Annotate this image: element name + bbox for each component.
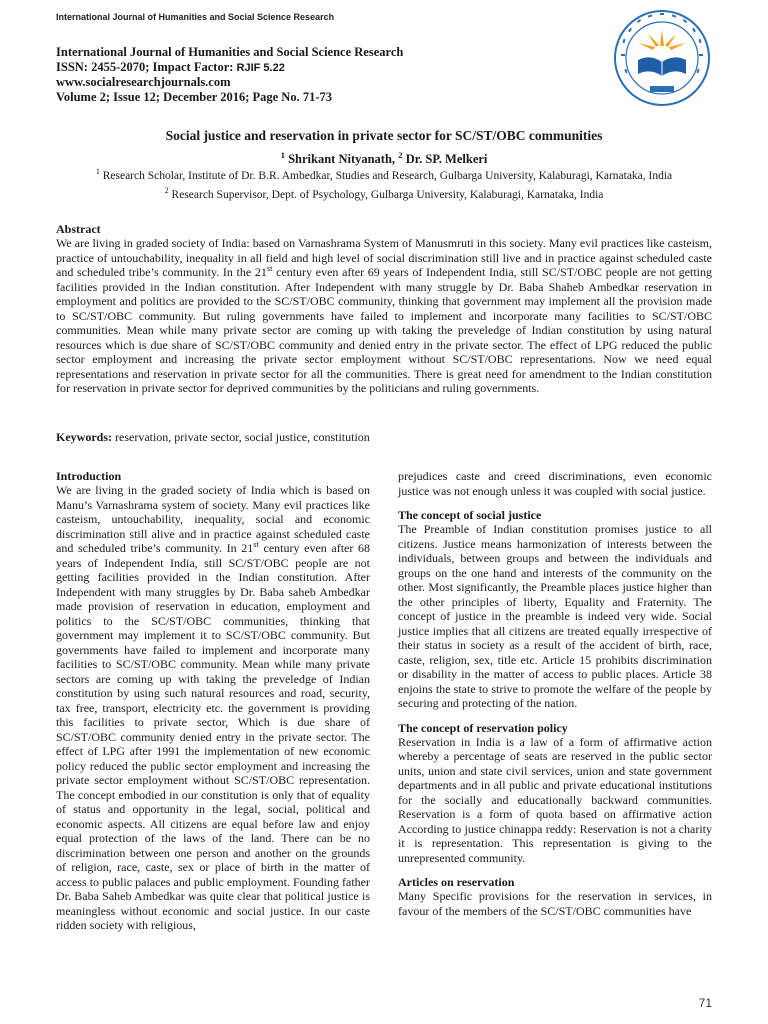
issn-text: ISSN: 2455-2070; Impact Factor: (56, 59, 237, 74)
author1-superscript: 1 (280, 149, 285, 160)
articles-reservation-heading: Articles on reservation (398, 875, 515, 889)
abstract-body (56, 236, 712, 396)
right-column (398, 469, 712, 918)
affiliation-1 (56, 167, 712, 186)
abstract-text-b: century even after 69 years of Independent India, still SC/ST/OBC people are not getting facilities provided in the Indian constitution. After Independent with many struggle by Dr. Baba Shaheb Ambedkar reservation in employment and politics are provided to the SC/ST/OBC community, thinking that government may implement all the provision made to SC/ST/OBC community. But ruling governments have failed to implement and incorporate many facilities to SC/ST/OBC communities. Mean while many private sector are coming up with taking the preveledge of Indian constitution by using natural resources which is due share of SC/ST/OBC community and denied entry in the private sector. The effect of LPG reduced the public sector employment and increasing the private sector employment without SC/ST/OBC representations. Now we need equal representations and reservation in private sector for all the communities. There is great need for amendment to the Indian constitution for reservation in private sector for deprived communities by the politicians and ruling governments. (56, 265, 713, 395)
paper-title: Social justice and reservation in private sector for SC/ST/OBC communities (165, 128, 603, 143)
author1: Shrikant Nityanath, (284, 152, 399, 166)
left-column (56, 469, 370, 933)
introduction-body (56, 483, 370, 933)
affiliation2-text: Research Supervisor, Dept. of Psychology, Gulbarga University, Kalaburagi, Karnataka, India (168, 189, 604, 201)
logo-ribbon (650, 86, 674, 92)
abstract (56, 222, 712, 396)
introduction-text-a: We are living in the graded society of India which is based on Manu’s Varnashrama system of society. Many evil practices like casteism, untouchability, inequality, social and economic discrimination still alive and in practice against scheduled caste and scheduled tribe’s community. In 21 (56, 483, 370, 555)
author2: Dr. SP. Melkeri (402, 152, 488, 166)
keywords-label: Keywords: (56, 430, 112, 444)
abstract-heading: Abstract (56, 222, 101, 236)
affiliation-2 (56, 186, 712, 205)
social-justice-body: The Preamble of Indian constitution promises justice to all citizens. Justice means harmonization of interests between the individuals, between groups and between the individuals and groups on the one hand and interests of the community on the other. Most significantly, the Preamble places justice higher than the other principles of liberty, Equality and Fraternity. The concept of justice in the preamble is indeed very wide. Social justice implies that all citizens are treated equally irrespective of their status in society as a result of the accident of birth, race, caste, religion, sex, title etc. Article 15 prohibits discrimination or disability in the matter of access to public places. Article 38 enjoins the state to strive to promote the welfare of the people by securing and protecting of the nation. (398, 522, 712, 710)
introduction-continuation: prejudices caste and creed discriminations, even economic justice was not enough unless it was coupled with social justice. (398, 469, 712, 498)
page-number: 71 (698, 996, 712, 1010)
impact-factor: RJIF 5.22 (236, 61, 285, 74)
journal-logo (612, 8, 712, 108)
affiliation2-superscript: 2 (164, 186, 169, 196)
author2-superscript: 2 (398, 149, 403, 160)
abstract-superscript: st (266, 264, 273, 273)
keywords (56, 430, 712, 445)
journal-info (56, 45, 576, 104)
articles-reservation-body: Many Specific provisions for the reservation in services, in favour of the members of the SC/ST/OBC communities have (398, 889, 712, 918)
reservation-policy-body: Reservation in India is a law of a form of affirmative action whereby a percentage of seats are reserved in the public sector units, union and state civil services, union and state government departments and in all public and private educational institutions for the socially and educationally backward communities. Reservation is a form of quota based on affirmative action According to justice chinappa reddy: Reservation is not a charity it is representation. This representation is giving to the unrepresented community. (398, 734, 712, 865)
affiliation1-superscript: 1 (95, 167, 100, 177)
journal-name: International Journal of Humanities and Social Science Research (56, 45, 404, 59)
affiliation1-text: Research Scholar, Institute of Dr. B.R. Ambedkar, Studies and Research, Gulbarga University, Kalaburagi, Karnataka, India (99, 170, 673, 182)
introduction-superscript: st (253, 540, 259, 549)
introduction-text-b: century even after 68 years of Independent India, still SC/ST/OBC people are not getting facilities provided in the Indian constitution. After Independent with many struggles by Dr. Baba saheb Ambedkar made provision of reservation in education, employment and politics to the SC/ST/OBC communities, thinking that government may implement it to SC/ST/OBC community. But governments have failed to implement and incorporate many facilities to SC/ST/OBC community. Mean while many private sectors are coming up with taking the preveledge of Indian constitution by using such natural resources and road, security, tax free, transport, electricity etc. the government is providing this facilities to private sector, Which is due share of SC/ST/OBC community denied entry in the private sector. The effect of LPG after 1991 the implementation of new economic policy reduced the public sector employment and increasing the private sector employment without SC/ST/OBC representation. The concept embodied in our constitution is only that of equality of status and opportunity in the legal, social, political and economic aspects. All citizens are equal before law and enjoy equal protection of the laws of the land. There can be no discrimination between one person and another on the grounds of religion, race, caste, sex or place of birth in the matter of access to public palaces and public employment. Founding father Dr. Baba Saheb Ambedkar was quite clear that political justice is meaningless without economic and social justice. In our caste ridden society with religious, (56, 541, 370, 932)
abstract-text-a: We are living in graded society of India: based on Varnashrama System of Manusmruti in this society. Many evil practices like casteism, practice of untouchability, inequality in all field and high level of social discrimination still live and in practice against scheduled caste and scheduled tribe’s community. In the 21 (56, 236, 712, 279)
title-block (56, 127, 712, 205)
journal-issn (56, 60, 576, 76)
introduction-heading: Introduction (56, 469, 122, 483)
journal-volume: Volume 2; Issue 12; December 2016; Page No. 71-73 (56, 89, 333, 104)
running-head: International Journal of Humanities and Social Science Research (56, 12, 335, 22)
journal-website: www.socialresearchjournals.com (56, 75, 231, 89)
keywords-text: reservation, private sector, social justice, constitution (112, 430, 370, 444)
social-justice-heading: The concept of social justice (398, 508, 542, 522)
reservation-policy-heading: The concept of reservation policy (398, 720, 568, 735)
authors (56, 149, 712, 167)
